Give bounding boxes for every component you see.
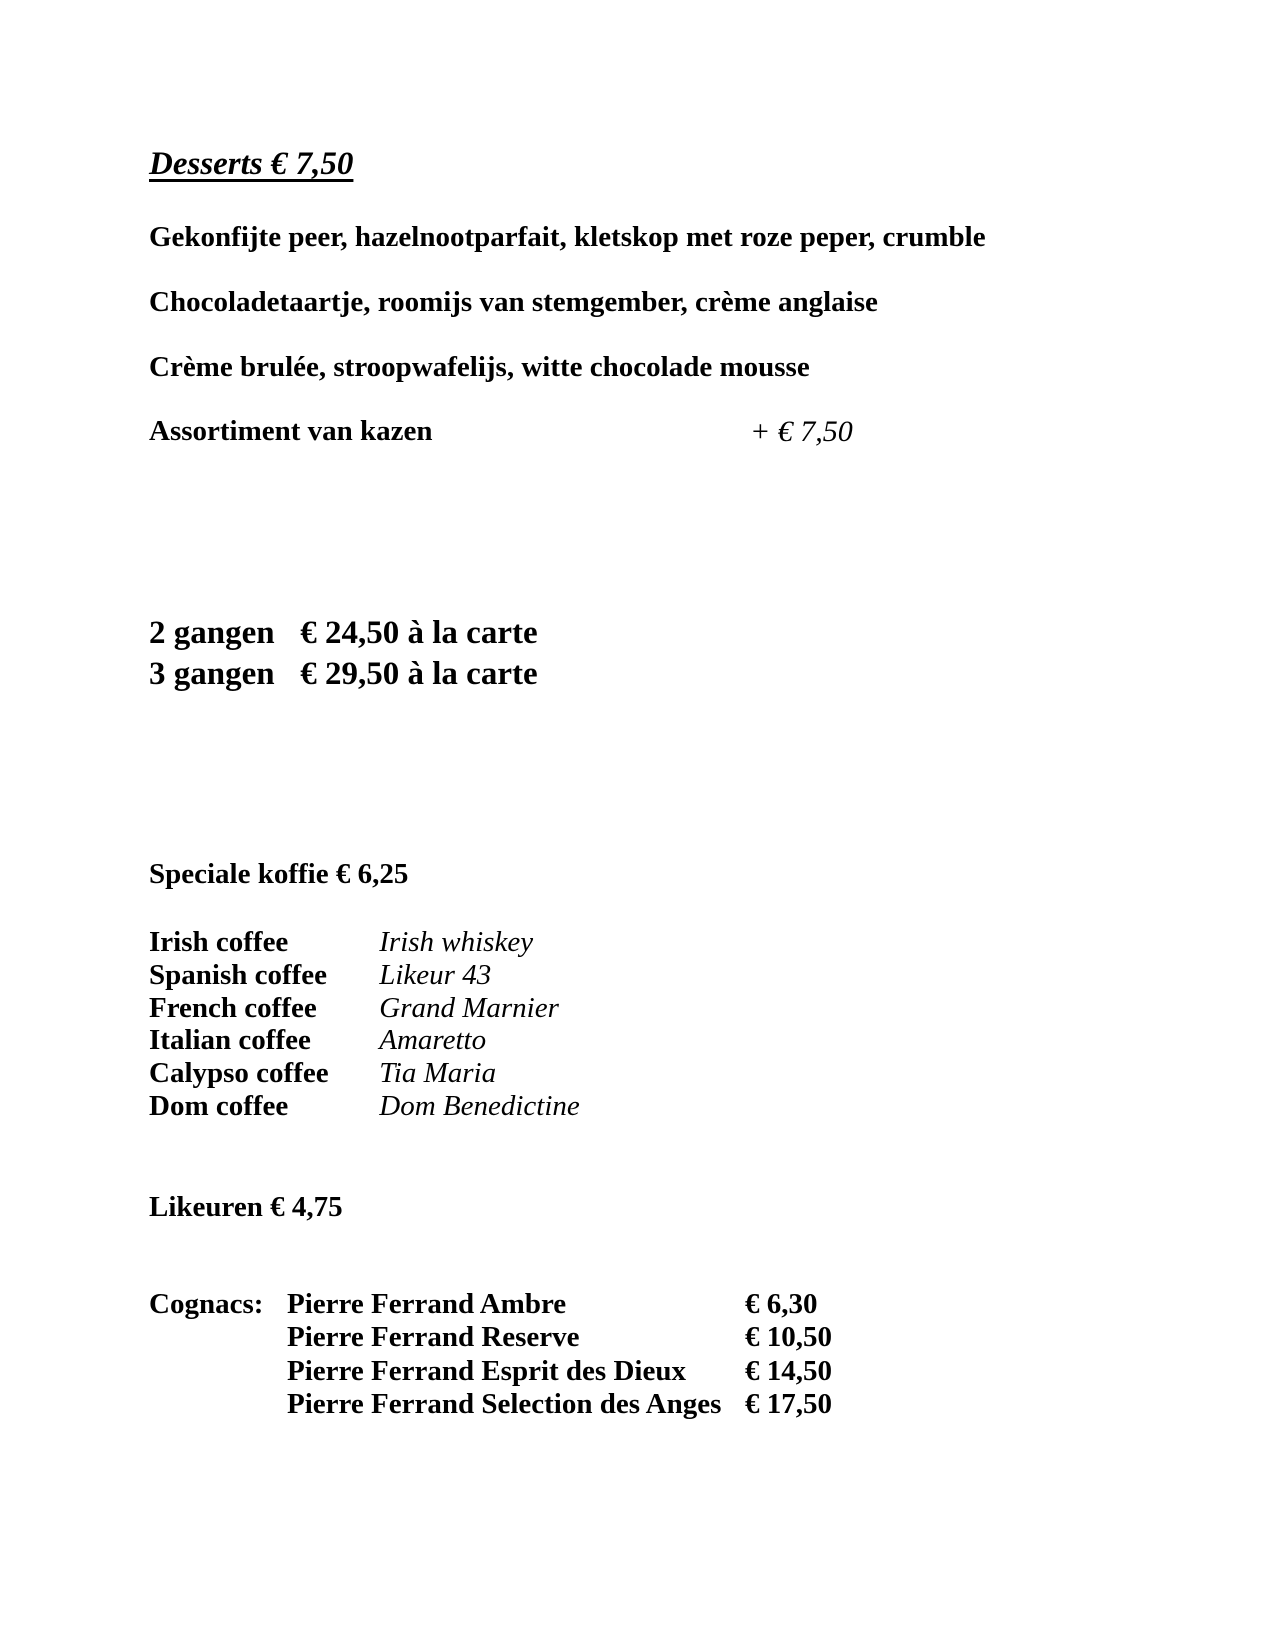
cognacs-group-label: Cognacs: [149,1288,264,1320]
cognac-price: € 17,50 [745,1388,832,1420]
cognac-name: Pierre Ferrand Esprit des Dieux [287,1355,686,1387]
dessert-item: Crème brulée, stroopwafelijs, witte chocolade mousse [149,351,810,383]
coffee-liqueur: Dom Benedictine [379,1090,580,1122]
cognac-price: € 6,30 [745,1288,818,1320]
course-price: € 24,50 à la carte [300,615,538,651]
coffee-liqueur: Grand Marnier [379,992,559,1024]
coffee-row [149,1024,486,1057]
coffee-name: Dom coffee [149,1090,289,1122]
course-price-row [149,615,538,653]
coffee-row [149,1090,580,1123]
coffee-row [149,959,491,992]
cognac-name: Pierre Ferrand Selection des Anges [287,1388,722,1420]
cognac-name: Pierre Ferrand Ambre [287,1288,567,1320]
liqueurs-heading: Likeuren € 4,75 [149,1191,343,1223]
cheese-label: Assortiment van kazen [149,415,433,447]
coffee-row [149,926,533,959]
coffee-name: Spanish coffee [149,959,328,991]
coffee-row [149,1057,496,1090]
course-count-label: 3 gangen [149,656,275,692]
coffee-name: Irish coffee [149,926,289,958]
page-title: Desserts € 7,50 [149,146,354,182]
cheese-row [149,415,1199,448]
coffee-liqueur: Tia Maria [379,1057,497,1089]
special-coffee-heading: Speciale koffie € 6,25 [149,858,409,890]
cognac-row [149,1355,832,1388]
coffee-row [149,992,559,1025]
coffee-name: French coffee [149,992,317,1024]
dessert-item: Chocoladetaartje, roomijs van stemgember, crème anglaise [149,286,878,318]
coffee-liqueur: Likeur 43 [379,959,492,991]
course-count-label: 2 gangen [149,615,275,651]
coffee-name: Calypso coffee [149,1057,329,1089]
cognac-row [149,1388,832,1421]
cheese-supplement-price: + € 7,50 [750,415,853,448]
cognac-price: € 10,50 [745,1321,832,1353]
cognac-name: Pierre Ferrand Reserve [287,1321,580,1353]
cognac-row [149,1321,832,1354]
course-price: € 29,50 à la carte [300,656,538,692]
dessert-item: Gekonfijte peer, hazelnootparfait, kletskop met roze peper, crumble [149,221,986,253]
coffee-liqueur: Amaretto [379,1024,487,1056]
coffee-name: Italian coffee [149,1024,311,1056]
cognac-price: € 14,50 [745,1355,832,1387]
coffee-liqueur: Irish whiskey [379,926,534,958]
course-price-row [149,656,538,694]
cognac-row [149,1288,818,1321]
